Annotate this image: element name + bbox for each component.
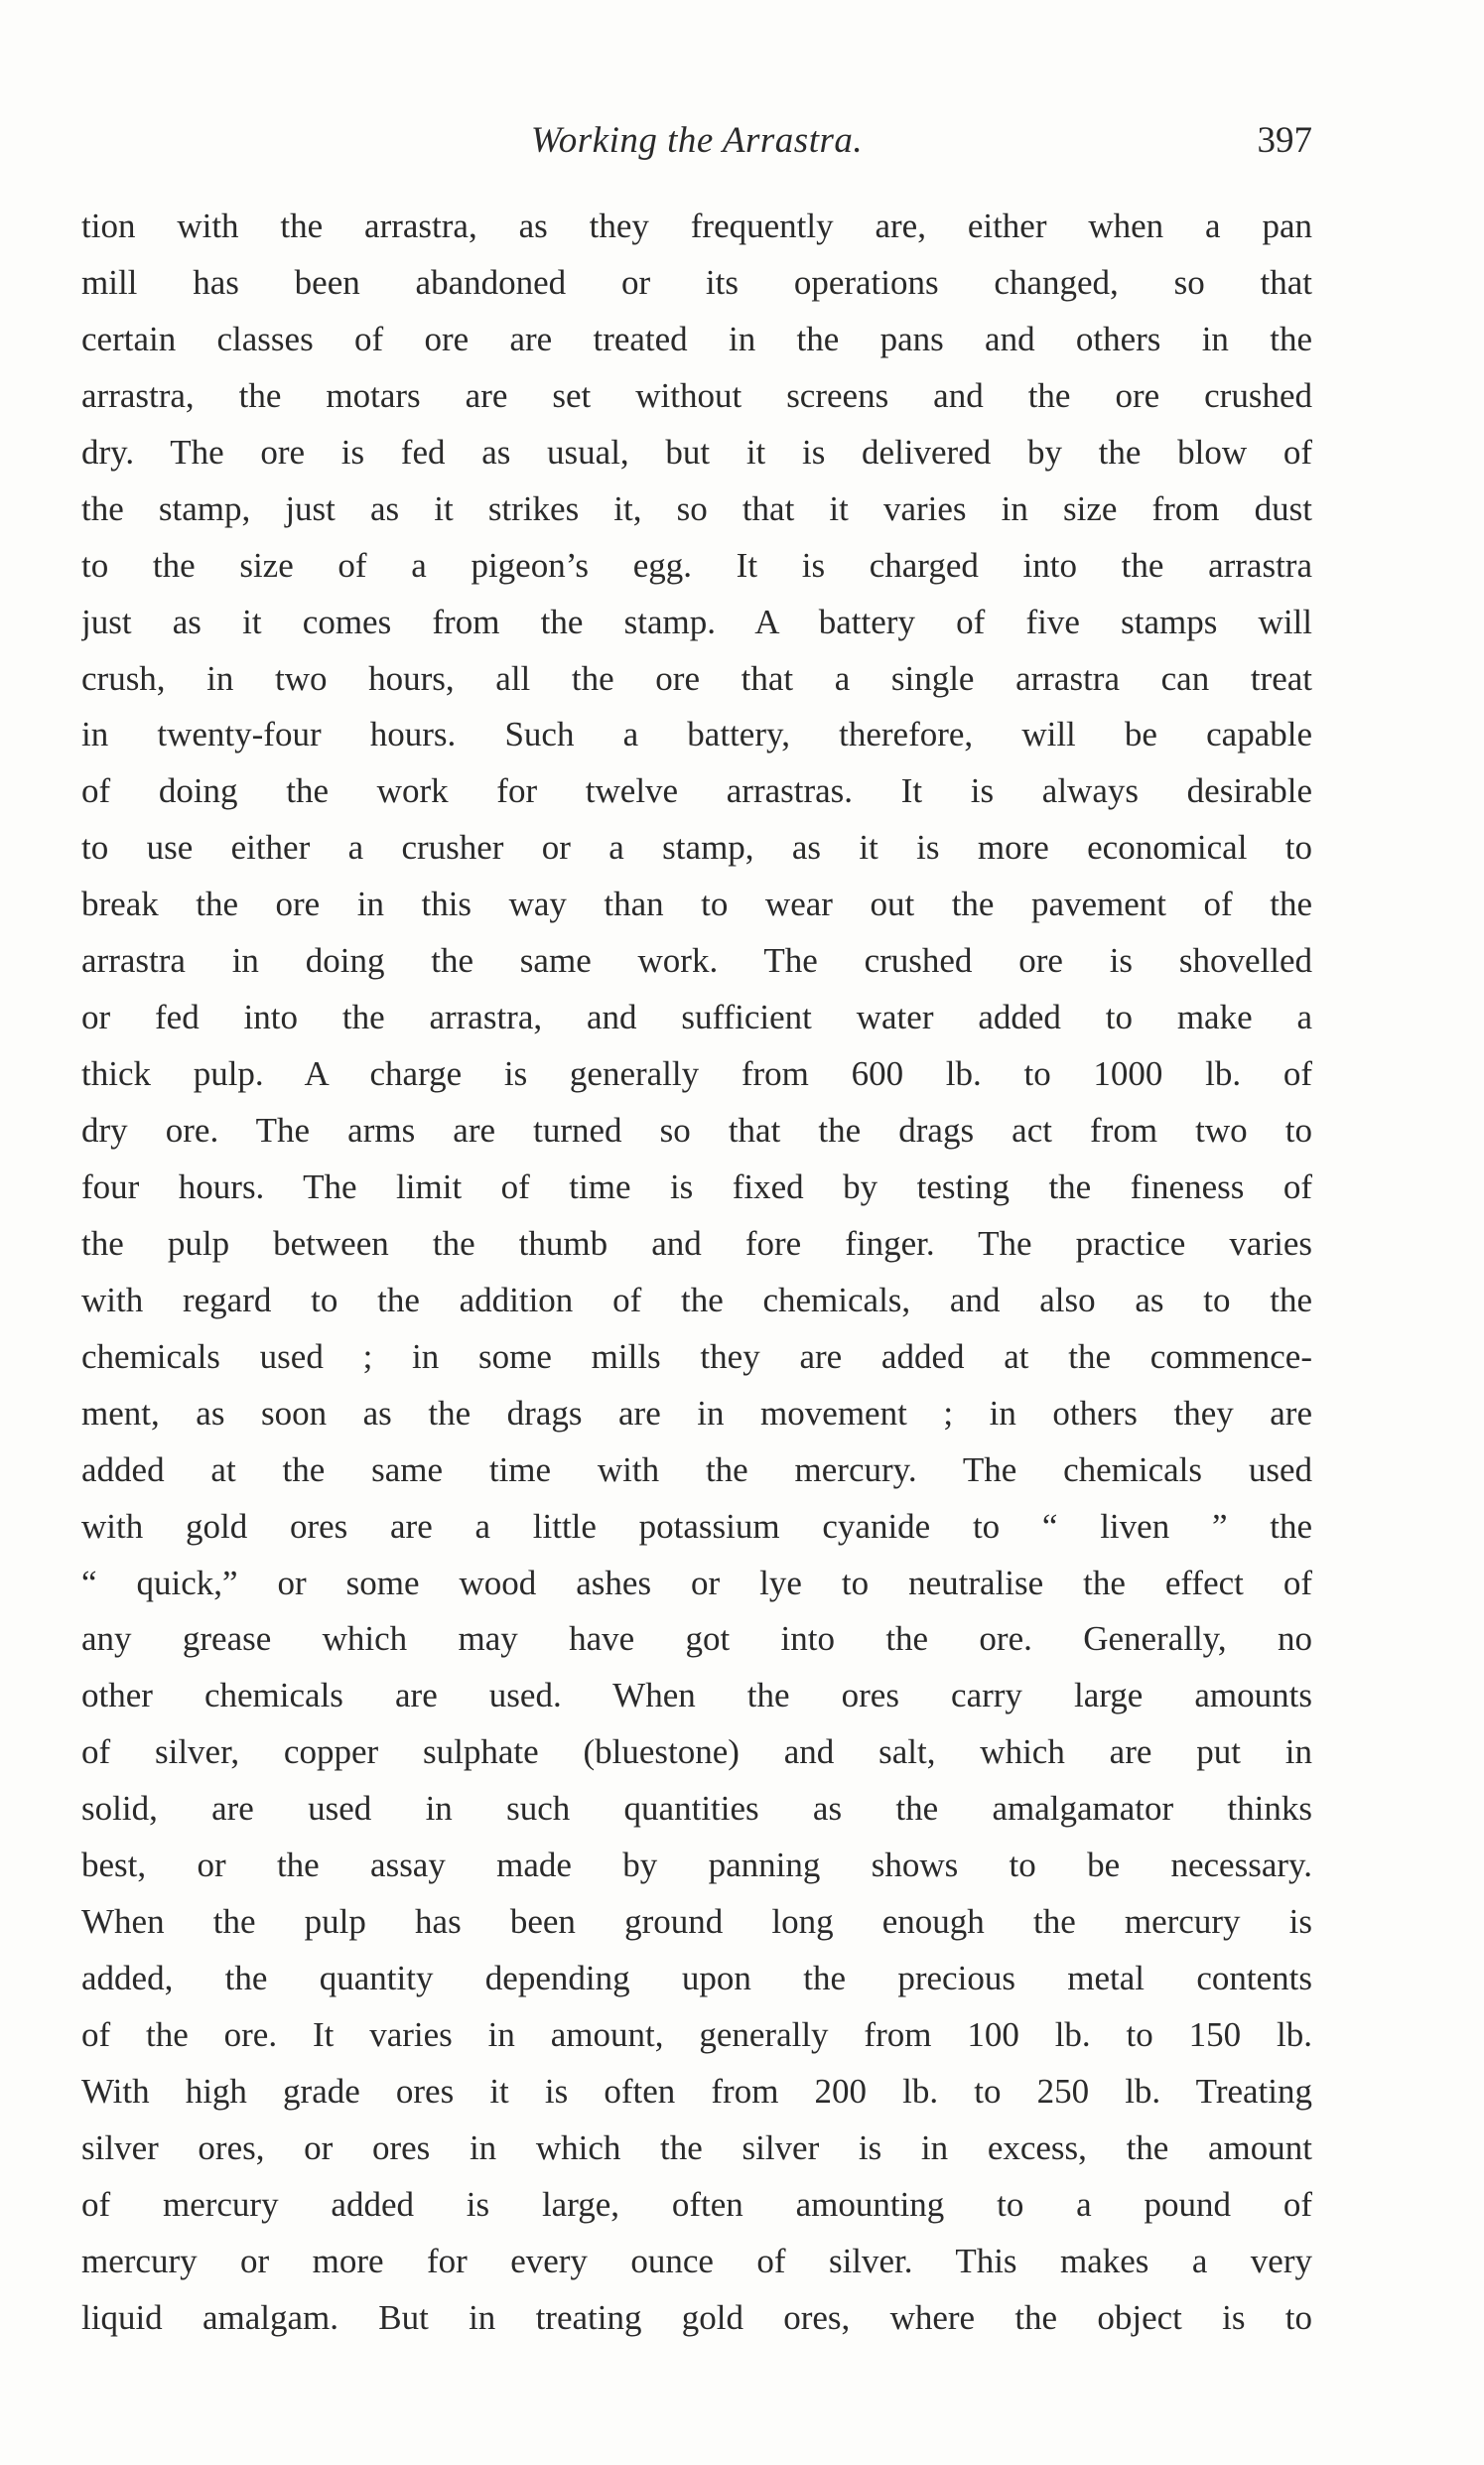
text-line: When the pulp has been ground long enough the mercury is: [81, 1902, 1312, 1942]
text-line: thick pulp. A charge is generally from 600 lb. to 1000 lb. of: [81, 1054, 1312, 1094]
text-line: liquid amalgam. But in treating gold ores, where the object is to: [81, 2297, 1312, 2337]
text-line: four hours. The limit of time is fixed by testing the fineness of: [81, 1166, 1312, 1206]
text-line: to use either a crusher or a stamp, as it is more economical to: [81, 828, 1312, 868]
text-line: added, the quantity depending upon the precious metal contents: [81, 1959, 1312, 1998]
text-line: any grease which may have got into the ore. Generally, no: [81, 1619, 1312, 1659]
text-line: the stamp, just as it strikes it, so that it varies in size from dust: [81, 488, 1312, 528]
text-line: best, or the assay made by panning shows to be necessary.: [81, 1846, 1312, 1885]
text-line: chemicals used ; in some mills they are added at the commence-: [81, 1336, 1312, 1376]
text-line: the pulp between the thumb and fore finger. The practice varies: [81, 1223, 1312, 1263]
text-line: “ quick,” or some wood ashes or lye to neutralise the effect of: [81, 1563, 1312, 1602]
text-line: solid, are used in such quantities as the amalgamator thinks: [81, 1789, 1312, 1829]
text-line: With high grade ores it is often from 200 lb. to 250 lb. Treating: [81, 2071, 1312, 2111]
text-line: with regard to the addition of the chemicals, and also as to the: [81, 1280, 1312, 1319]
text-line: dry. The ore is fed as usual, but it is delivered by the blow of: [81, 432, 1312, 472]
running-title: Working the Arrastra.: [530, 120, 864, 161]
text-line: break the ore in this way than to wear out the pavement of the: [81, 885, 1312, 924]
text-line: of doing the work for twelve arrastras. It is always desirable: [81, 771, 1312, 811]
text-line: of the ore. It varies in amount, generally from 100 lb. to 150 lb.: [81, 2015, 1312, 2054]
text-line: certain classes of ore are treated in the pans and others in the: [81, 319, 1312, 358]
text-line: ment, as soon as the drags are in movement ; in others they are: [81, 1393, 1312, 1433]
text-line: of silver, copper sulphate (bluestone) and salt, which are put in: [81, 1732, 1312, 1772]
text-line: dry ore. The arms are turned so that the drags act from two to: [81, 1111, 1312, 1150]
page-number: 397: [1257, 120, 1312, 161]
text-line: mill has been abandoned or its operations changed, so that: [81, 262, 1312, 302]
text-line: to the size of a pigeon’s egg. It is charged into the arrastra: [81, 545, 1312, 585]
text-line: of mercury added is large, often amounting to a pound of: [81, 2184, 1312, 2224]
text-line: arrastra, the motars are set without screens and the ore crushed: [81, 375, 1312, 415]
text-line: crush, in two hours, all the ore that a single arrastra can treat: [81, 658, 1312, 698]
body-text: [81, 199, 1312, 2347]
running-head: [81, 111, 1312, 171]
text-line: in twenty-four hours. Such a battery, therefore, will be capable: [81, 715, 1312, 754]
text-line: added at the same time with the mercury. The chemicals used: [81, 1449, 1312, 1489]
text-line: other chemicals are used. When the ores carry large amounts: [81, 1676, 1312, 1715]
text-line: or fed into the arrastra, and sufficient water added to make a: [81, 998, 1312, 1037]
text-line: silver ores, or ores in which the silver is in excess, the amount: [81, 2127, 1312, 2167]
text-line: tion with the arrastra, as they frequently are, either when a pan: [81, 206, 1312, 245]
text-line: just as it comes from the stamp. A battery of five stamps will: [81, 602, 1312, 641]
text-line: mercury or more for every ounce of silver. This makes a very: [81, 2241, 1312, 2280]
text-line: with gold ores are a little potassium cyanide to “ liven ” the: [81, 1506, 1312, 1546]
text-line: arrastra in doing the same work. The crushed ore is shovelled: [81, 941, 1312, 981]
